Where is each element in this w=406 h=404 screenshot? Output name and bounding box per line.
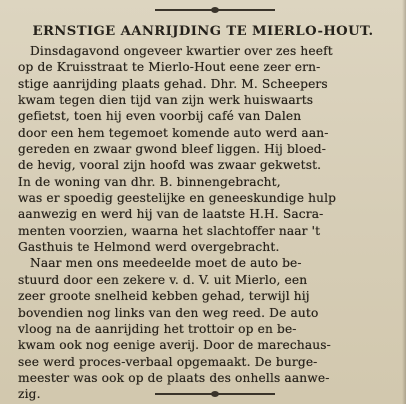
article-line: Dinsdagavond ongeveer kwartier over zes heeft xyxy=(30,44,333,58)
article-line: zig. xyxy=(18,387,41,402)
article-line: was er spoedig geestelijke en geneeskundige hulp xyxy=(18,191,337,206)
article-line: stige aanrijding plaats gehad. Dhr. M. Scheepers xyxy=(18,76,328,91)
page-edge-shadow xyxy=(402,0,406,404)
bottom-divider-rule xyxy=(155,393,275,395)
article-line: vloog na de aanrijding het trottoir op en be- xyxy=(18,321,297,336)
article-line: kwam tegen dien tijd van zijn werk huiswaarts xyxy=(18,93,314,108)
article-line: In de woning van dhr. B. binnengebracht, xyxy=(18,174,281,189)
article-line: see werd proces-verbaal opgemaakt. De burge- xyxy=(18,354,318,369)
article-line: gefietst, toen hij even voorbij café van Dalen xyxy=(18,109,302,124)
article-line: zeer groote snelheid kebben gehad, terwijl hij xyxy=(18,289,310,304)
article-line: aanwezig en werd hij van de laatste H.H. Sacra- xyxy=(18,207,324,222)
article-body xyxy=(18,43,398,403)
article-headline: ERNSTIGE AANRIJDING TE MIERLO-HOUT. xyxy=(32,24,374,39)
article-line: stuurd door een zekere v. d. V. uit Mierlo, een xyxy=(18,272,308,287)
article-line: de hevig, vooral zijn hoofd was zwaar gekwetst. xyxy=(18,158,322,173)
article-line: gereden en zwaar gwond bleef liggen. Hij bloed- xyxy=(18,142,327,157)
article-line: bovendien nog links van den weg reed. De auto xyxy=(18,305,319,320)
article-line: menten voorzien, waarna het slachtoffer naar 't xyxy=(18,223,321,238)
top-divider-rule xyxy=(155,9,275,11)
article-line: Naar men ons meedeelde moet de auto be- xyxy=(30,256,302,271)
article-line: kwam ook nog eenige averij. Door de marechaus- xyxy=(18,338,331,353)
article-line: door een hem tegemoet komende auto werd aan- xyxy=(18,125,329,140)
article-line: Gasthuis te Helmond werd overgebracht. xyxy=(18,240,280,255)
article-line: meester was ook op de plaats des onhells aanwe- xyxy=(18,370,330,385)
article-line: op de Kruisstraat te Mierlo-Hout eene zeer ern- xyxy=(18,60,321,75)
